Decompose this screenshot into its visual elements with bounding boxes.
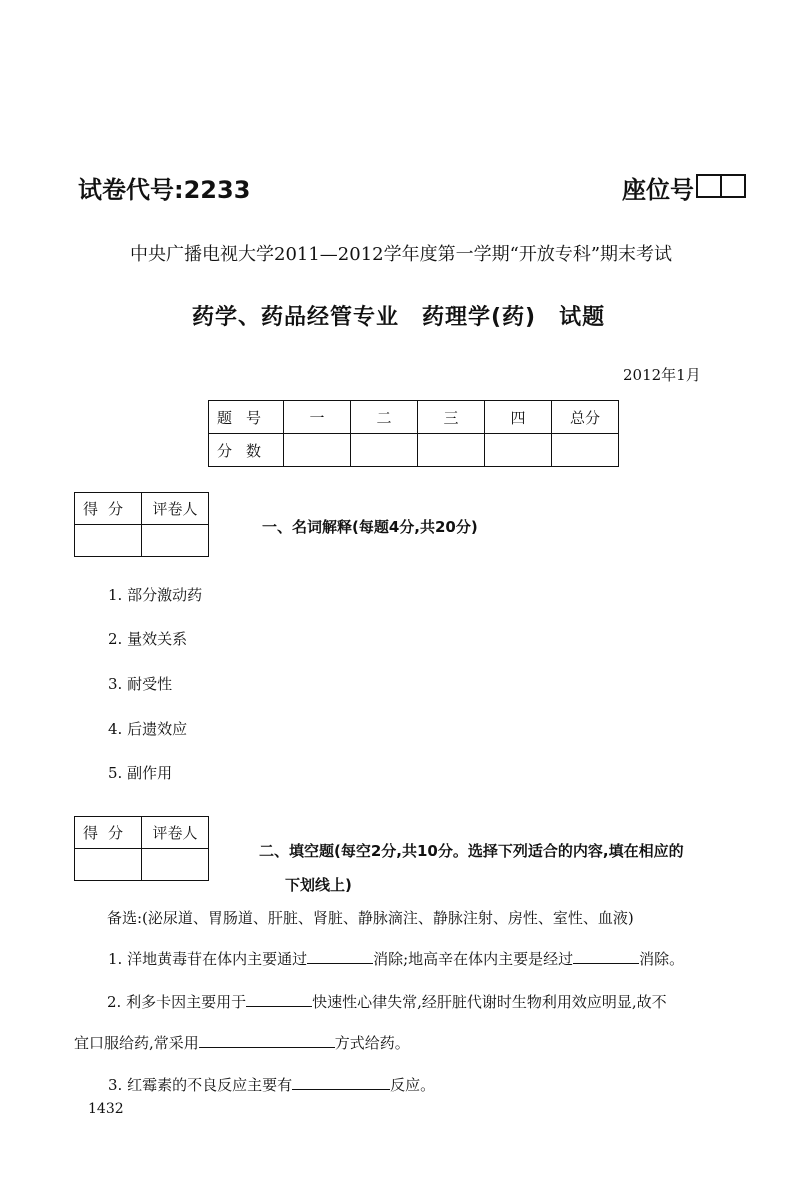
- seat-number-box-1[interactable]: [696, 174, 722, 198]
- exam-date: 2012年1月: [623, 366, 701, 384]
- section-1-grader-cell[interactable]: [142, 525, 209, 557]
- exam-code: 试卷代号:2233: [78, 176, 251, 204]
- answer-blank-1[interactable]: [307, 951, 373, 964]
- page-number: 1432: [88, 1101, 124, 1117]
- list-item: 3. 耐受性: [108, 675, 173, 693]
- question-2-text-a: 2. 利多卡因主要用于: [107, 993, 247, 1011]
- question-3-text-a: 3. 红霉素的不良反应主要有: [108, 1076, 293, 1094]
- answer-blank-3[interactable]: [246, 994, 312, 1007]
- question-2-continued: [74, 1032, 410, 1053]
- score-cell-2[interactable]: [351, 434, 418, 467]
- question-3-text-b: 反应。: [390, 1076, 436, 1094]
- score-cell-4[interactable]: [485, 434, 552, 467]
- question-1-text-b: 消除;地高辛在体内主要是经过: [373, 950, 574, 968]
- exam-header: 中央广播电视大学2011—2012学年度第一学期“开放专科”期末考试: [130, 244, 673, 265]
- grader-label: 评卷人: [142, 817, 209, 849]
- score-cell-3[interactable]: [418, 434, 485, 467]
- list-item: 1. 部分激动药: [108, 586, 203, 604]
- score-label: 得分: [75, 493, 142, 525]
- question-1-text-c: 消除。: [639, 950, 685, 968]
- column-2: 二: [351, 401, 418, 434]
- section-1-title: 一、名词解释(每题4分,共20分): [262, 518, 478, 536]
- score-table-score-row: [209, 434, 619, 467]
- score-cell-total[interactable]: [552, 434, 619, 467]
- question-number-head: 题号: [209, 401, 284, 434]
- question-3: [108, 1074, 435, 1095]
- section-2-title-continued: 下划线上): [285, 876, 352, 894]
- score-label: 得分: [75, 817, 142, 849]
- section-2-options: 备选:(泌尿道、胃肠道、肝脏、肾脏、静脉滴注、静脉注射、房性、室性、血液): [107, 909, 634, 927]
- question-2-text-b: 快速性心律失常,经肝脏代谢时生物利用效应明显,故不: [312, 993, 667, 1011]
- list-item: 4. 后遗效应: [108, 720, 188, 738]
- grader-table-section-2: [74, 816, 209, 881]
- score-cell-1[interactable]: [284, 434, 351, 467]
- score-table: [208, 400, 619, 467]
- question-1: [108, 948, 684, 969]
- grader-table-section-1: [74, 492, 209, 557]
- grader-label: 评卷人: [142, 493, 209, 525]
- answer-blank-4[interactable]: [199, 1035, 335, 1048]
- seat-number-box-2[interactable]: [720, 174, 746, 198]
- answer-blank-5[interactable]: [292, 1077, 390, 1090]
- question-2-text-c: 宜口服给药,常采用: [74, 1034, 199, 1052]
- column-1: 一: [284, 401, 351, 434]
- section-2-title: 二、填空题(每空2分,共10分。选择下列适合的内容,填在相应的: [259, 842, 684, 860]
- list-item: 2. 量效关系: [108, 630, 188, 648]
- list-item: 5. 副作用: [108, 764, 173, 782]
- question-2: [107, 991, 667, 1012]
- section-2-grader-cell[interactable]: [142, 849, 209, 881]
- score-head: 分数: [209, 434, 284, 467]
- score-table-header-row: [209, 401, 619, 434]
- column-3: 三: [418, 401, 485, 434]
- question-1-text-a: 1. 洋地黄毒苷在体内主要通过: [108, 950, 308, 968]
- column-4: 四: [485, 401, 552, 434]
- section-2-score-cell[interactable]: [75, 849, 142, 881]
- question-2-text-d: 方式给药。: [334, 1034, 410, 1052]
- answer-blank-2[interactable]: [573, 951, 639, 964]
- column-total: 总分: [552, 401, 619, 434]
- section-1-score-cell[interactable]: [75, 525, 142, 557]
- seat-number-label: 座位号: [622, 176, 694, 204]
- exam-title: 药学、药品经管专业 药理学(药) 试题: [192, 305, 606, 330]
